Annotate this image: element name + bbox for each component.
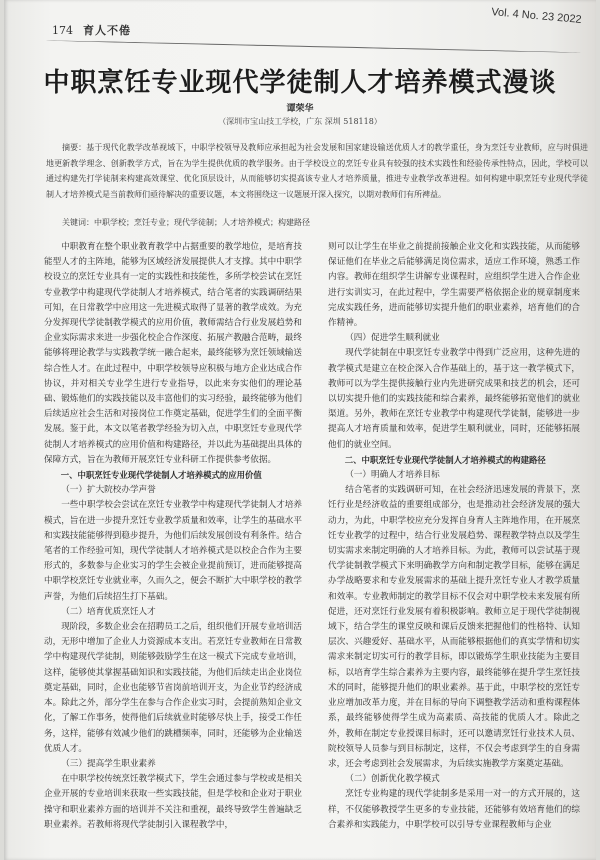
subsection-heading: （一）扩大院校办学声誉 — [61, 485, 156, 496]
volume-issue: Vol. 4 No. 23 2022 — [491, 6, 583, 26]
subsection-heading: （四）促进学生顺利就业 — [345, 333, 440, 344]
body-paragraph: 一些中职学校会尝试在烹饪专业教学中构建现代学徒制人才培养模式，旨在进一步提升烹饪专业教学质量和效率，让学生的基础水平和实践技能能够得到稳步提升，为他们后续发展创设有利条件。结合笔者的工作经验可知，现代学徒制人才培养模式是以校企合作为主要形式的，多数参与企业实习的学生会被企业提前预订，进而能够提高中职学校烹饪专业就业率，久而久之，便会不断扩大中职学校的教学声誉，为他们后续招生打下基础。 — [44, 500, 302, 602]
body-paragraph: 结合笔者的实践调研可知，在社会经济迅速发展的背景下，烹饪行业是经济收益的重要组成部分，也是推动社会经济发展的强大动力，为此，中职学校应充分发挥自身育人主阵地作用，在开展烹饪专业教学的过程中，结合行业发展趋势、课程教学特点以及学生切实需求来制定明确的人才培养目标。为此，教师可以尝试基于现代学徒制教学模式下来明确教学方向和制定教学目标，能够在满足办学战略要求和专业发展需求的基础上提升烹饪专业人才教学质量和效率。专业教师制定的教学目标不仅会对中职学校未来发展有所促进，还对烹饪行业发展有着积极影响。教师立足于现代学徒制视域下，结合学生的课堂反映和课后反馈来把握他们的性格特、认知层次、兴趣爱好、基础水平，从而能够根据他们的真实学情和切实需求来制定切实可行的教学目标，即以锻炼学生职业技能为主要目标，以培育学生综合素养为主要内容，最终能够在提升学生烹饪技术的同时，能够提升他们的职业素养。基于此，中职学校的烹饪专业应增加改革力度，并在目标的导向下调整教学活动和重构课程体系，最终能够使得学生成为高素质、高技能的优质人才。除此之外，教师在制定专业授课目标时，还可以邀请烹饪行业技术人员、院校领导人员参与到目标制定，这样，不仅会考虑到学生的自身需求，还会考虑到社会发展需求，为后续实施教学方案奠定基础。 — [328, 485, 580, 769]
author-affiliation: （深圳市宝山技工学校，广东 深圳 518118） — [218, 117, 382, 126]
section-heading: 一、中职烹饪专业现代学徒制人才培养模式的应用价值 — [60, 470, 262, 481]
left-column — [44, 240, 302, 833]
subsection-heading: （二）培育优质烹饪人才 — [61, 606, 156, 617]
intro-paragraph: 中职教育在整个职业教育教学中占据重要的教学地位，是培育技能型人才的主阵地，能够为区域经济发展提供人才支撑。其中中职学校设立的烹饪专业具有一定的实践性和技能性，多所学校尝试在烹饪专业教学中构建现代学徒制人才培养模式，结合笔者的实践调研结果可知，在日常教学中应用这一先进模式取得了显著的教学成效。为充分发挥现代学徒制教学模式的应用价值，教师需结合行业发展趋势和企业实际需求来进一步强化校企合作深度、拓展产教融合范畴，最终能够将理论教学与实践教学统一融合起来，最终能够为烹饪领域输送综合性人才。在此过程中，中职学校领导应积极与地方企业达成合作协议，并对相关专业学生进行专业指导，以此来夯实他们的理论基础、锻炼他们的实践技能以及丰富他们的实习经验，最终能够为他们后续适应社会生活和对接岗位工作奠定基础，促进学生们的全面平衡发展。鉴于此，本文以笔者教学经验为切入点，中职烹饪专业现代学徒制人才培养模式的应用价值和构建路径，并以此为基础提出具体的保障方式，旨在为教师开展烹饪专业科研工作提供参考依据。 — [44, 242, 302, 465]
subsection-heading: （一）明确人才培养目标 — [345, 470, 440, 481]
body-paragraph: 在中职学校传统烹饪教学模式下，学生会通过参与学校或是相关企业开展的专业培训来获取一些实践技能，但是学校和企业对于职业操守和职业素养方面的培训并不关注和重视，最终导致学生普遍缺乏职业素养。若教师将现代学徒制引入课程教学中， — [44, 774, 302, 830]
journal-page — [4, 0, 596, 860]
subsection-heading: （三）提高学生职业素养 — [61, 758, 156, 769]
abstract: 摘要：基于现代化教学改革视域下，中职学校领导及教师应承担起为社会发展和国家建设输送优质人才的教学重任，身为烹饪专业教师，应与时俱进地更新教学理念、创新教学方式，旨在为学生提供优质的教学服务。由于学校设立的烹饪专业具有较强的技术实践性和经验传承性特点，因此，学校可以通过构建先打学徒制来构建高效课堂、优化顶层设计，从而能够切实提高该专业人才培养质量，推进专业教学改革进程。如何构建中职烹饪专业现代学徒制人才培养模式是当前教师们亟待解决的重要议题，本文将围绕这一议题展开深入探究，以期对教师们有所裨益。 — [46, 143, 588, 199]
continued-paragraph: 则可以让学生在毕业之前提前接触企业文化和实践技能，从而能够保证他们在毕业之后能够满足岗位需求，适应工作环境，熟悉工作内容。教师在组织学生讲解专业课程时，应组织学生进入合作企业进行实训实习，在此过程中，学生需要严格依据企业的规章制度来完成实践任务，进而能够切实提升他们的职业素养，培育他们的合作精神。 — [328, 242, 580, 329]
running-head — [52, 22, 131, 38]
body-paragraph: 现阶段，多数企业会在招聘员工之后，组织他们开展专业培训活动，无形中增加了企业人力资源成本支出。若烹饪专业教师在日常教学中构建现代学徒制，则能够鼓励学生在这一模式下完成专业培训，这样，能够使其掌握基础知识和实践技能，为他们后续走出企业岗位奠定基础，同时，企业也能够节省岗前培训开支，为企业节约经济成本。除此之外，部分学生在参与合作企业实习时，会提前熟知企业文化，了解工作事务，使得他们后续就业时能够尽快上手，接受工作任务，这样，能够有效减少他们的跳槽频率，同时，还能够为企业输送优质人才。 — [44, 622, 302, 754]
article-title: 中职烹饪专业现代学徒制人才培养模式漫谈 — [43, 68, 557, 98]
subsection-heading: （二）创新优化教学模式 — [345, 774, 440, 785]
right-column — [328, 240, 580, 833]
body-paragraph: 烹饪专业构建的现代学徒制多是采用一对一的方式开展的，这样，不仅能够教授学生更多的专业技能，还能够有效培育他们的综合素养和实践能力，中职学校可以引导专业课程教师与企业 — [328, 789, 580, 830]
keywords: 关键词：中职学校；烹饪专业；现代学徒制；人才培养模式；构建路径 — [62, 218, 310, 227]
header-rule — [46, 40, 581, 53]
journal-name: 育人不倦 — [83, 24, 131, 37]
section-heading: 二、中职烹饪专业现代学徒制人才培养模式的构建路径 — [344, 454, 546, 465]
page-number: 174 — [52, 24, 73, 37]
body-paragraph: 现代学徒制在中职烹饪专业教学中得到广泛应用，这种先进的教学模式是建立在校企深入合作基础上的，基于这一教学模式下，教师可以为学生提供接触行业内先进研究成果和技艺的机会，还可以切实提升他们的实践技能和综合素养，最终能够拓宽他们的就业渠道。另外，教师在烹饪专业教学中构建现代学徒制，能够进一步提高人才培育质量和效率，促进学生顺利就业，同时，还能够拓展他们的就业空间。 — [328, 348, 580, 450]
article-author: 谭荣华 — [286, 104, 314, 114]
